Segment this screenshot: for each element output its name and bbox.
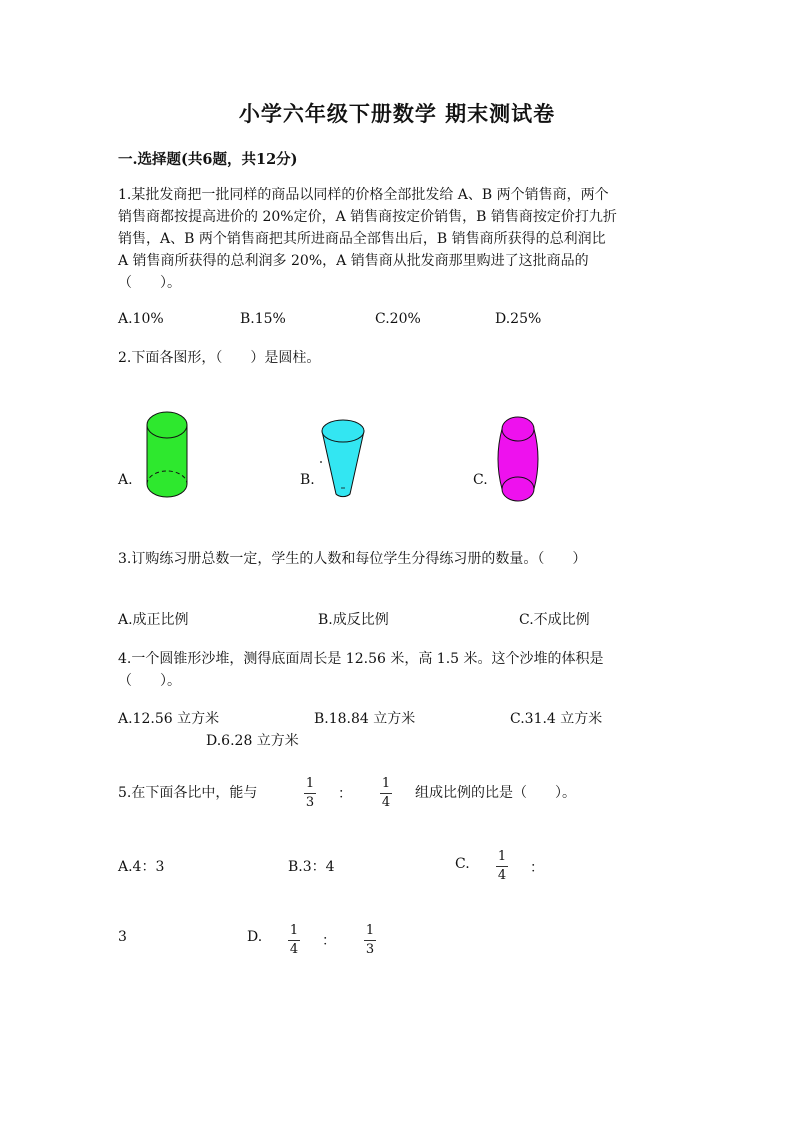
question-5-prefix: 5.在下面各比中，能与: [118, 785, 258, 801]
q1-option-d[interactable]: D.25%: [495, 311, 542, 327]
q5-option-b[interactable]: B.3：4: [288, 859, 335, 875]
q5-option-c-label[interactable]: C.: [455, 856, 470, 872]
q1-option-c[interactable]: C.20%: [375, 311, 421, 327]
fraction-numerator: 1: [497, 849, 507, 864]
fraction-denominator: 3: [365, 942, 375, 957]
ratio-colon: ：: [530, 860, 544, 876]
question-1-line: A 销售商所获得的总利润多 20%，A 销售商从批发商那里购进了这批商品的: [118, 253, 589, 269]
q2-option-c[interactable]: C.: [473, 472, 488, 488]
page-title: 小学六年级下册数学 期末测试卷: [238, 101, 556, 126]
fraction-bar: [380, 793, 392, 794]
fraction-denominator: 4: [497, 868, 507, 883]
q2-option-b[interactable]: B.: [300, 472, 315, 488]
question-2: 2.下面各图形，（ ）是圆柱。: [118, 350, 321, 366]
fraction-denominator: 4: [289, 942, 299, 957]
question-1-line: 销售，A、B 两个销售商把其所进商品全部售出后，B 销售商所获得的总利润比: [118, 231, 606, 247]
q3-option-a[interactable]: A.成正比例: [118, 612, 189, 628]
q1-option-a[interactable]: A.10%: [118, 311, 164, 327]
question-1-line: 销售商都按提高进价的 20%定价，A 销售商按定价销售，B 销售商按定价打九折: [118, 209, 617, 225]
question-3: 3.订购练习册总数一定，学生的人数和每位学生分得练习册的数量。（ ）: [118, 551, 587, 567]
fraction-denominator: 4: [381, 795, 391, 810]
ratio-colon: ：: [338, 786, 352, 802]
barrel-figure: [496, 415, 540, 505]
fraction-numerator: 1: [289, 923, 299, 938]
ratio-colon: ：: [322, 933, 336, 949]
fraction-bar: [304, 793, 316, 794]
fraction-numerator: 1: [365, 923, 375, 938]
q4-option-d[interactable]: D.6.28 立方米: [206, 733, 299, 749]
q3-option-c[interactable]: C.不成比例: [519, 612, 590, 628]
fraction-bar: [496, 866, 508, 867]
q1-option-b[interactable]: B.15%: [240, 311, 286, 327]
q4-option-c[interactable]: C.31.4 立方米: [510, 711, 603, 727]
question-4: [118, 648, 604, 692]
fraction-denominator: 3: [305, 795, 315, 810]
fraction: [304, 777, 316, 810]
question-4-line: 4.一个圆锥形沙堆，测得底面周长是 12.56 米，高 1.5 米。这个沙堆的体积是: [118, 651, 604, 667]
question-1-line: （ ）。: [118, 275, 181, 291]
fraction-bar: [364, 940, 376, 941]
question-4-line: （ ）。: [118, 673, 181, 689]
question-1: [118, 184, 617, 294]
fraction-numerator: 1: [381, 776, 391, 791]
fraction: [288, 924, 300, 957]
q3-option-b[interactable]: B.成反比例: [318, 612, 389, 628]
cylinder-figure: [145, 410, 189, 502]
q4-option-b[interactable]: B.18.84 立方米: [314, 711, 416, 727]
fraction: [496, 850, 508, 883]
fraction-numerator: 1: [305, 776, 315, 791]
section-heading: 一.选择题(共6题，共12分): [118, 151, 298, 168]
q5-option-d-label[interactable]: D.: [247, 929, 263, 945]
fraction: [380, 777, 392, 810]
frustum-figure: [318, 418, 368, 504]
q5-option-c-tail: 3: [118, 929, 127, 945]
fraction: [364, 924, 376, 957]
question-1-line: 1.某批发商把一批同样的商品以同样的价格全部批发给 A、B 两个销售商，两个: [118, 187, 609, 203]
q5-option-a[interactable]: A.4：3: [118, 859, 165, 875]
fraction-bar: [288, 940, 300, 941]
q4-option-a[interactable]: A.12.56 立方米: [118, 711, 220, 727]
q2-option-a[interactable]: A.: [118, 472, 133, 488]
question-5-suffix: 组成比例的比是（ ）。: [415, 785, 576, 801]
